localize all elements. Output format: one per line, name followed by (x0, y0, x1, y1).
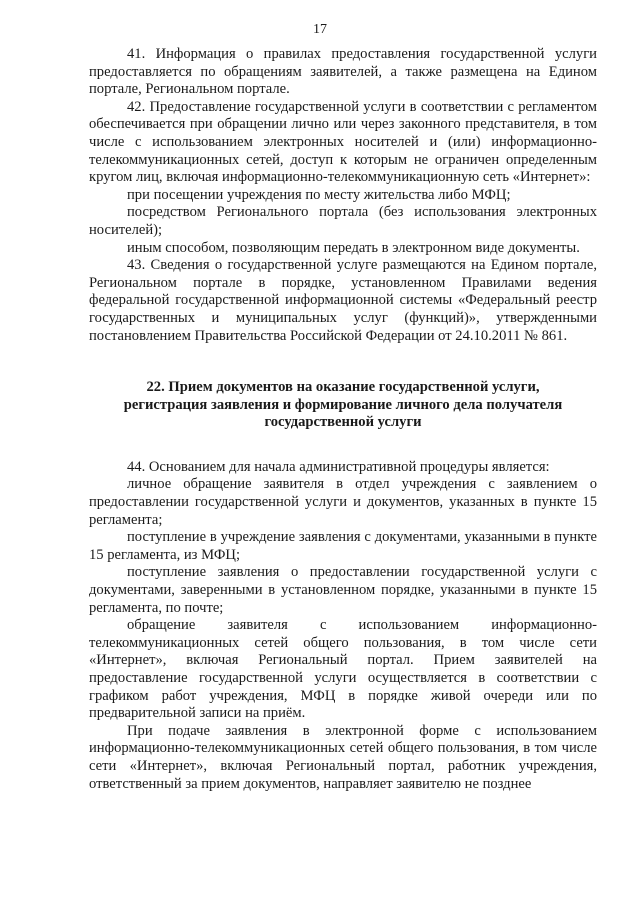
section-gap (89, 345, 597, 379)
paragraph-44-item-mail: поступление заявления о предоставлении государственной услуги с документами, заверенными в установленном порядке, указанными в пункте 15 регламента, по почте; (89, 564, 597, 616)
paragraph-44: 44. Основанием для начала административной процедуры является: (127, 458, 550, 475)
paragraph-42-item-visit: при посещении учреждения по месту жительства либо МФЦ; (127, 186, 511, 203)
page-number: 17 (313, 22, 327, 37)
heading-gap (89, 432, 597, 459)
paragraph-44-item-personal: личное обращение заявителя в отдел учреждения с заявлением о предоставлении государственной услуги и документов, указанных в пункте 15 регламента; (89, 476, 597, 528)
paragraph-electronic-form: При подаче заявления в электронной форме с использованием информационно-телекоммуникационных сетей общего пользования, в том числе сети «Интернет», включая Региональный портал, работник учреждения, ответственный за прием документов, направляет заявителю не позднее (89, 722, 597, 792)
paragraph-41: 41. Информация о правилах предоставления государственной услуги предоставляется по обращениям заявителей, а также размещена на Едином портале, Региональном портале. (89, 46, 597, 98)
paragraph-44-item-mfc: поступление в учреждение заявления с документами, указанными в пункте 15 регламента, из МФЦ; (89, 529, 597, 563)
paragraph-42-item-portal: посредством Регионального портала (без использования электронных носителей); (89, 204, 597, 238)
paragraph-44-item-online: обращение заявителя с использованием информационно-телекоммуникационных сетей общего пользования, в том числе сети «Интернет», включая Региональный портал. Прием заявителей на предоставление государственной услуги осуществляется в соответствии с графиком работ учреждения, МФЦ в порядке живой очереди или по предварительной записи на приём. (89, 617, 597, 722)
document-body (89, 46, 597, 793)
paragraph-43: 43. Сведения о государственной услуге размещаются на Едином портале, Региональном портале в порядке, установленном Правилами ведения федеральной государственной информационной системы «Федеральный реестр государственных и муниципальных услуг (функций)», утвержденными постановлением Правительства Российской Федерации от 24.10.2011 № 861. (89, 257, 597, 344)
section-heading: 22. Прием документов на оказание государственной услуги, регистрация заявления и формирование личного дела получателя государственной услуги (123, 379, 563, 431)
paragraph-42: 42. Предоставление государственной услуги в соответствии с регламентом обеспечивается при обращении лично или через законного представителя, в том числе с использованием электронных носителей и (или) информационно-телекоммуникационных сетей, доступ к которым не ограничен определенным кругом лиц, включая информационно-телекоммуникационную сеть «Интернет»: (89, 98, 597, 186)
paragraph-42-item-other: иным способом, позволяющим передать в электронном виде документы. (127, 239, 580, 256)
